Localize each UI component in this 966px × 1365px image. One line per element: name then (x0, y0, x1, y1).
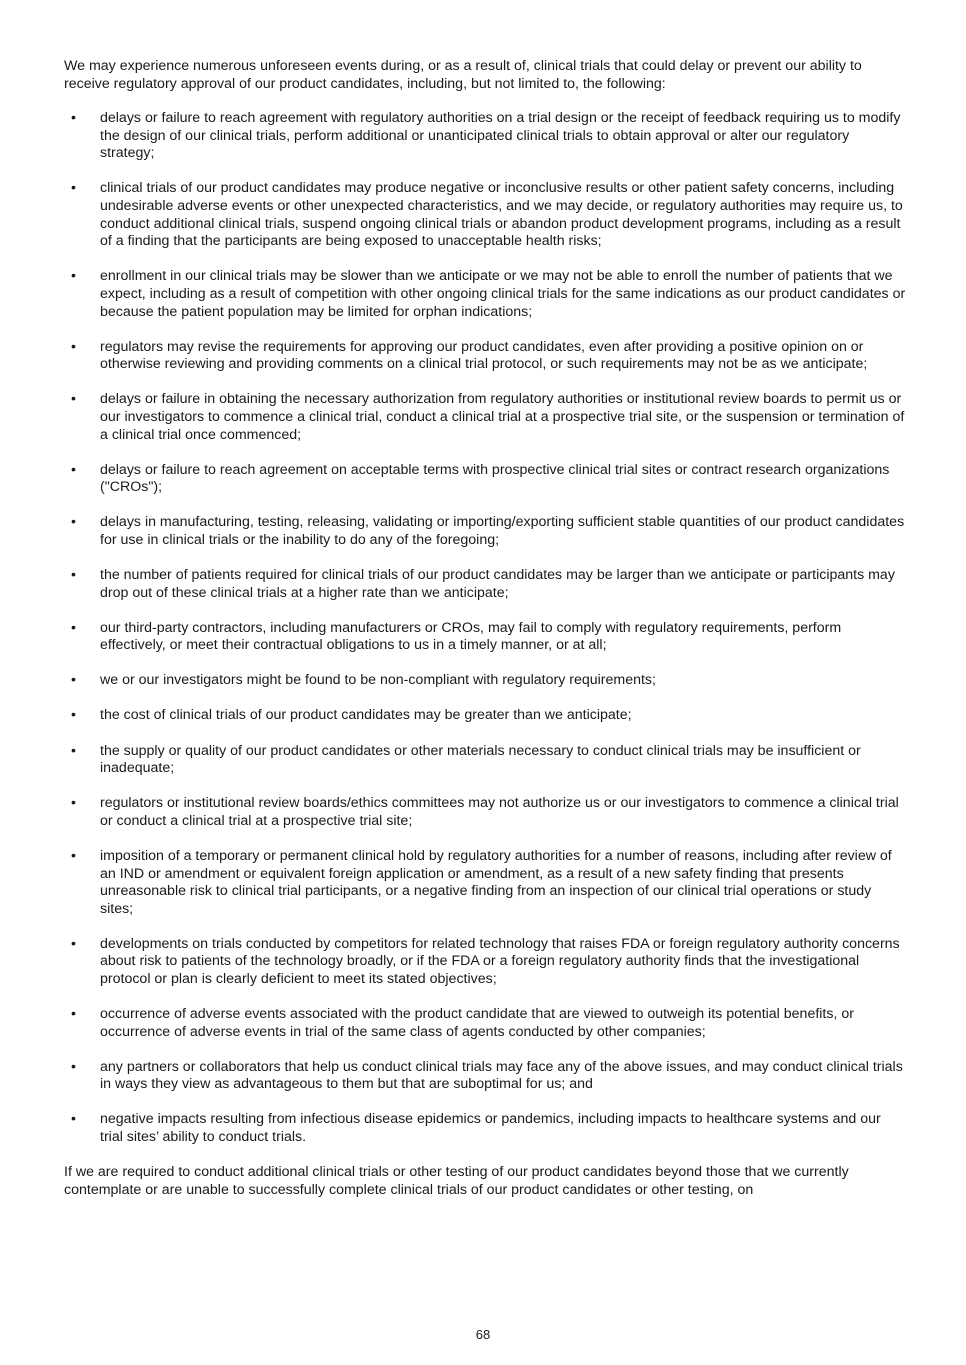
bullet-item (64, 180, 906, 250)
bullet-text: regulators or institutional review boards/ethics committees may not authorize us or our investigators to commence a clinical trial or conduct a clinical trial at a prospective trial site; (100, 795, 899, 829)
bullet-icon: • (71, 514, 76, 531)
bullet-icon: • (71, 338, 76, 355)
bullet-icon: • (71, 619, 76, 636)
bullet-icon: • (71, 180, 76, 197)
bullet-text: developments on trials conducted by competitors for related technology that raises FDA or foreign regulatory authority concerns about risk to patients of the technology broadly, or if the FDA or a foreign regulatory authority finds that the investigational protocol or plan is clearly deficient to meet its stated objectives; (100, 935, 900, 987)
bullet-item (64, 743, 906, 778)
bullet-item (64, 339, 906, 374)
bullet-text: regulators may revise the requirements for approving our product candidates, even after providing a positive opinion on or otherwise reviewing and providing comments on a clinical trial protocol, or such requirements may not be as we anticipate; (100, 338, 868, 373)
bullet-item (64, 268, 906, 321)
bullet-text: imposition of a temporary or permanent clinical hold by regulatory authorities for a number of reasons, including after review of an IND or amendment or equivalent foreign application or amendment, as a result of a new safety finding that presents unreasonable risk to clinical trial participants, or a negative finding from an inspection of our clinical trial operations or study sites; (100, 847, 892, 917)
bullet-text: we or our investigators might be found to be non-compliant with regulatory requirements; (100, 672, 656, 689)
bullet-item (64, 672, 906, 690)
bullet-icon: • (71, 566, 76, 583)
risk-bullet-list (64, 110, 906, 1146)
bullet-text: the number of patients required for clinical trials of our product candidates may be larger than we anticipate or participants may drop out of these clinical trials at a higher rate than we anticipate; (100, 566, 895, 601)
bullet-text: the supply or quality of our product candidates or other materials necessary to conduct clinical trials may be insufficient or inadequate; (100, 742, 861, 777)
bullet-text: negative impacts resulting from infectious disease epidemics or pandemics, including impacts to healthcare systems and our trial sites’ ability to conduct trials. (100, 1111, 881, 1146)
bullet-icon: • (71, 795, 76, 812)
bullet-icon: • (71, 461, 76, 478)
bullet-icon: • (71, 110, 76, 127)
bullet-item (64, 1111, 906, 1146)
document-page (64, 58, 906, 1199)
bullet-item (64, 462, 906, 497)
bullet-icon: • (71, 1111, 76, 1128)
bullet-item (64, 391, 906, 444)
bullet-icon: • (71, 672, 76, 689)
bullet-text: delays in manufacturing, testing, releasing, validating or importing/exporting sufficient stable quantities of our product candidates for use in clinical trials or the inability to do any of the foregoing; (100, 514, 905, 548)
bullet-item (64, 795, 906, 830)
bullet-icon: • (71, 935, 76, 952)
bullet-item (64, 1059, 906, 1094)
bullet-icon: • (71, 742, 76, 759)
bullet-item (64, 620, 906, 655)
bullet-item (64, 110, 906, 163)
bullet-icon: • (71, 1006, 76, 1023)
bullet-icon: • (71, 391, 76, 408)
bullet-icon: • (71, 268, 76, 285)
bullet-text: enrollment in our clinical trials may be slower than we anticipate or we may not be able to enroll the number of patients that we expect, including as a result of competition with other ongoing clinical trials for the same indications as our product candidates or because the patient population may be limited for orphan indications; (100, 268, 906, 320)
bullet-item (64, 848, 906, 918)
page-number: 68 (475, 1327, 491, 1342)
bullet-text: delays or failure to reach agreement on acceptable terms with prospective clinical trial sites or contract research organizations ("CROs"); (100, 461, 890, 496)
bullet-item (64, 936, 906, 989)
bullet-text: occurrence of adverse events associated with the product candidate that are viewed to outweigh its potential benefits, or occurrence of adverse events in trial of the same class of agents conducted by other companies; (100, 1006, 854, 1040)
bullet-text: delays or failure in obtaining the necessary authorization from regulatory authorities or institutional review boards to permit us or our investigators to commence a clinical trial, conduct a clinical trial at a prospective trial site, or the suspension or termination of a clinical trial once commenced; (100, 391, 905, 443)
bullet-item (64, 1006, 906, 1041)
bullet-icon: • (71, 847, 76, 864)
bullet-item (64, 567, 906, 602)
bullet-item (64, 707, 906, 725)
bullet-text: delays or failure to reach agreement with regulatory authorities on a trial design or the receipt of feedback requiring us to modify the design of our clinical trials, perform additional or unanticipated clinical trials to obtain approval or alter our regulatory strategy; (100, 110, 901, 162)
bullet-icon: • (71, 1058, 76, 1075)
bullet-text: our third-party contractors, including manufacturers or CROs, may fail to comply with regulatory requirements, perform effectively, or meet their contractual obligations to us in a timely manner, or at all; (100, 619, 842, 654)
bullet-text: clinical trials of our product candidates may produce negative or inconclusive results or other patient safety concerns, including undesirable adverse events or other unexpected characteristics, and we may decide, or regulatory authorities may require us, to conduct additional clinical trials, suspend ongoing clinical trials or abandon product development programs, including as a result of a finding that the participants are being exposed to unacceptable health risks; (100, 180, 903, 250)
bullet-icon: • (71, 707, 76, 724)
bullet-text: any partners or collaborators that help us conduct clinical trials may face any of the above issues, and may conduct clinical trials in ways they view as advantageous to them but that are suboptimal for us; and (100, 1058, 903, 1093)
closing-paragraph: If we are required to conduct additional clinical trials or other testing of our product candidates beyond those that we currently contemplate or are unable to successfully complete clinical trials of our product candidates or other testing, on (64, 1164, 849, 1198)
bullet-text: the cost of clinical trials of our product candidates may be greater than we anticipate; (100, 707, 632, 724)
bullet-item (64, 514, 906, 549)
intro-paragraph: We may experience numerous unforeseen events during, or as a result of, clinical trials that could delay or prevent our ability to receive regulatory approval of our product candidates, including, but not limited to, the following: (64, 58, 862, 92)
